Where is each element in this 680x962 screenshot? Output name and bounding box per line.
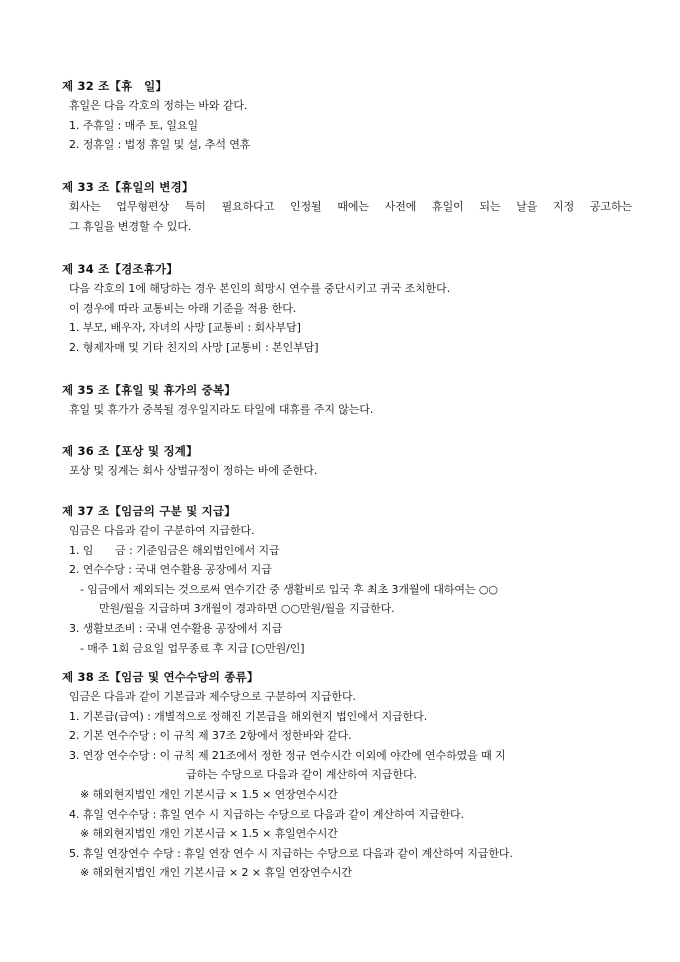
list-item: 1. 주휴일 : 매주 토, 일요일	[69, 118, 199, 132]
article-35	[62, 380, 632, 420]
list-item: 2. 형제자매 및 기타 친지의 사망 [교통비 : 본인부담]	[69, 340, 319, 354]
article-heading: 제 38 조【임금 및 연수수당의 종류】	[62, 670, 259, 684]
sub-item: - 임금에서 제외되는 것으로써 연수기간 중 생활비로 입국 후 최초 3개월에 대하여는 ○○	[80, 582, 498, 596]
list-item: 5. 휴일 연장연수 수당 : 휴일 연장 연수 시 지급하는 수당으로 다음과 같이 계산하여 지급한다.	[69, 846, 513, 860]
list-item: 2. 연수수당 : 국내 연수활용 공장에서 지급	[69, 563, 272, 577]
article-heading: 제 37 조【임금의 구분 및 지급】	[62, 504, 236, 518]
list-item: 2. 기본 연수수당 : 이 규칙 제 37조 2항에서 정한바와 같다.	[69, 729, 352, 743]
article-text: 임금은 다음과 같이 구분하여 지급한다.	[69, 524, 255, 537]
article-34	[62, 259, 632, 357]
article-text: 포상 및 징계는 회사 상벌규정이 정하는 바에 준한다.	[69, 464, 318, 477]
formula-note: ※ 해외현지법인 개인 기본시급 × 1.5 × 휴일연수시간	[80, 827, 338, 841]
article-36	[62, 441, 632, 481]
article-heading: 제 32 조【휴 일】	[62, 79, 168, 93]
article-38	[62, 667, 632, 883]
list-item: 1. 부모, 배우자, 자녀의 사망 [교통비 : 회사부담]	[69, 321, 301, 335]
article-heading: 제 35 조【휴일 및 휴가의 중복】	[62, 383, 236, 397]
article-text-part: 회사는 업무형편상 특히 필요하다고 인정될 때에는 사전에 휴일이 되는 날을 지정 공고하는	[69, 200, 632, 213]
article-heading: 제 34 조【경조휴가】	[62, 262, 179, 276]
list-item: 3. 연장 연수수당 : 이 규칙 제 21조에서 정한 정규 연수시간 이외에 야간에 연수하였을 때 지	[69, 748, 506, 762]
list-item: 1. 임 금 : 기준임금은 해외법인에서 지급	[69, 543, 280, 557]
article-text: 휴일 및 휴가가 중복될 경우일지라도 타일에 대휴를 주지 않는다.	[69, 403, 374, 416]
list-item: 4. 휴일 연수수당 : 휴일 연수 시 지급하는 수당으로 다음과 같이 계산하여 지급한다.	[69, 807, 464, 821]
article-text: 이 경우에 따라 교통비는 아래 기준을 적용 한다.	[69, 301, 297, 315]
list-item: 2. 정휴일 : 법정 휴일 및 설, 추석 연휴	[69, 138, 251, 152]
article-text: 다음 각호의 1에 해당하는 경우 본인의 희망시 연수를 중단시키고 귀국 조치한다.	[69, 282, 451, 295]
formula-note: ※ 해외현지법인 개인 기본시급 × 2 × 휴일 연장연수시간	[80, 866, 352, 880]
article-text: 임금은 다음과 같이 기본급과 제수당으로 구분하여 지급한다.	[69, 690, 356, 703]
list-item-continuation: 급하는 수당으로 다음과 같이 계산하여 지급한다.	[186, 768, 417, 782]
article-37	[62, 501, 632, 658]
article-text	[62, 197, 632, 217]
formula-note: ※ 해외현지법인 개인 기본시급 × 1.5 × 연장연수시간	[80, 787, 338, 801]
article-text: 그 휴일을 변경할 수 있다.	[69, 219, 192, 233]
article-heading: 제 36 조【포상 및 징계】	[62, 444, 198, 458]
sub-item-continuation: 만원/월을 지급하며 3개월이 경과하면 ○○만원/월을 지급한다.	[99, 602, 395, 616]
list-item: 3. 생활보조비 : 국내 연수활용 공장에서 지급	[69, 621, 283, 635]
article-32	[62, 76, 632, 155]
sub-item: - 매주 1회 금요일 업무종료 후 지급 [○만원/인]	[80, 641, 305, 655]
article-heading: 제 33 조【휴일의 변경】	[62, 180, 194, 194]
list-item: 1. 기본급(급여) : 개별적으로 정해진 기본급을 해외현지 법인에서 지급한다.	[69, 709, 428, 723]
article-33	[62, 177, 632, 236]
article-text: 휴일은 다음 각호의 정하는 바와 같다.	[69, 99, 248, 112]
